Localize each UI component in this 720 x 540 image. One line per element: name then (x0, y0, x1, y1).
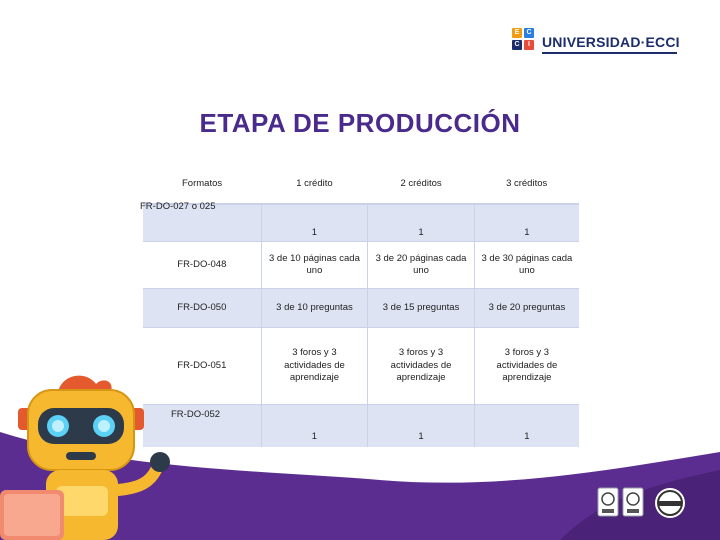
row-format-label: FR-DO-050 (143, 289, 261, 328)
header-formatos: Formatos (143, 166, 261, 204)
table-cell: 3 de 15 preguntas (368, 289, 475, 328)
table-cell: 1 (474, 204, 579, 242)
table-cell: 3 foros y 3 actividades de aprendizaje (261, 328, 368, 405)
table-row (143, 405, 579, 448)
logo-underline (542, 52, 677, 54)
logo-letter-c1: C (524, 28, 534, 38)
row-format-label: FR-DO-048 (143, 242, 261, 289)
row-format-label: FR-DO-052 (143, 405, 261, 448)
table-cell: 1 (474, 405, 579, 448)
logo-mark-icon (512, 28, 538, 56)
table-cell: 3 de 20 páginas cada uno (368, 242, 475, 289)
table-row (143, 289, 579, 328)
logo-letter-e: E (512, 28, 522, 38)
page-title: ETAPA DE PRODUCCIÓN (199, 108, 521, 138)
robot-mascot-icon (0, 370, 190, 540)
table-cell: 1 (261, 405, 368, 448)
table-cell: 3 de 30 páginas cada uno (474, 242, 579, 289)
header-3-creditos: 3 créditos (474, 166, 579, 204)
logo-letter-c2: C (512, 40, 522, 50)
table-cell: 1 (368, 204, 475, 242)
university-logo (512, 28, 680, 58)
row-format-label: FR-DO-027 o 025 (140, 201, 216, 212)
table-cell: 1 (261, 204, 368, 242)
table-cell: 3 foros y 3 actividades de aprendizaje (368, 328, 475, 405)
table-header-row (143, 166, 579, 204)
table-cell: 3 foros y 3 actividades de aprendizaje (474, 328, 579, 405)
table-row (143, 204, 579, 242)
table-row (143, 242, 579, 289)
table-cell: 3 de 10 páginas cada uno (261, 242, 368, 289)
header-1-credito: 1 crédito (261, 166, 368, 204)
logo-name: UNIVERSIDAD·ECCI (542, 34, 680, 50)
certification-badges-icon (596, 486, 691, 522)
logo-letter-i: I (524, 40, 534, 50)
row-format-label: FR-DO-051 (143, 328, 261, 405)
production-table (140, 166, 579, 447)
table-row (143, 328, 579, 405)
table-cell: 1 (368, 405, 475, 448)
table-cell: 3 de 20 preguntas (474, 289, 579, 328)
table-cell: 3 de 10 preguntas (261, 289, 368, 328)
header-2-creditos: 2 créditos (368, 166, 475, 204)
